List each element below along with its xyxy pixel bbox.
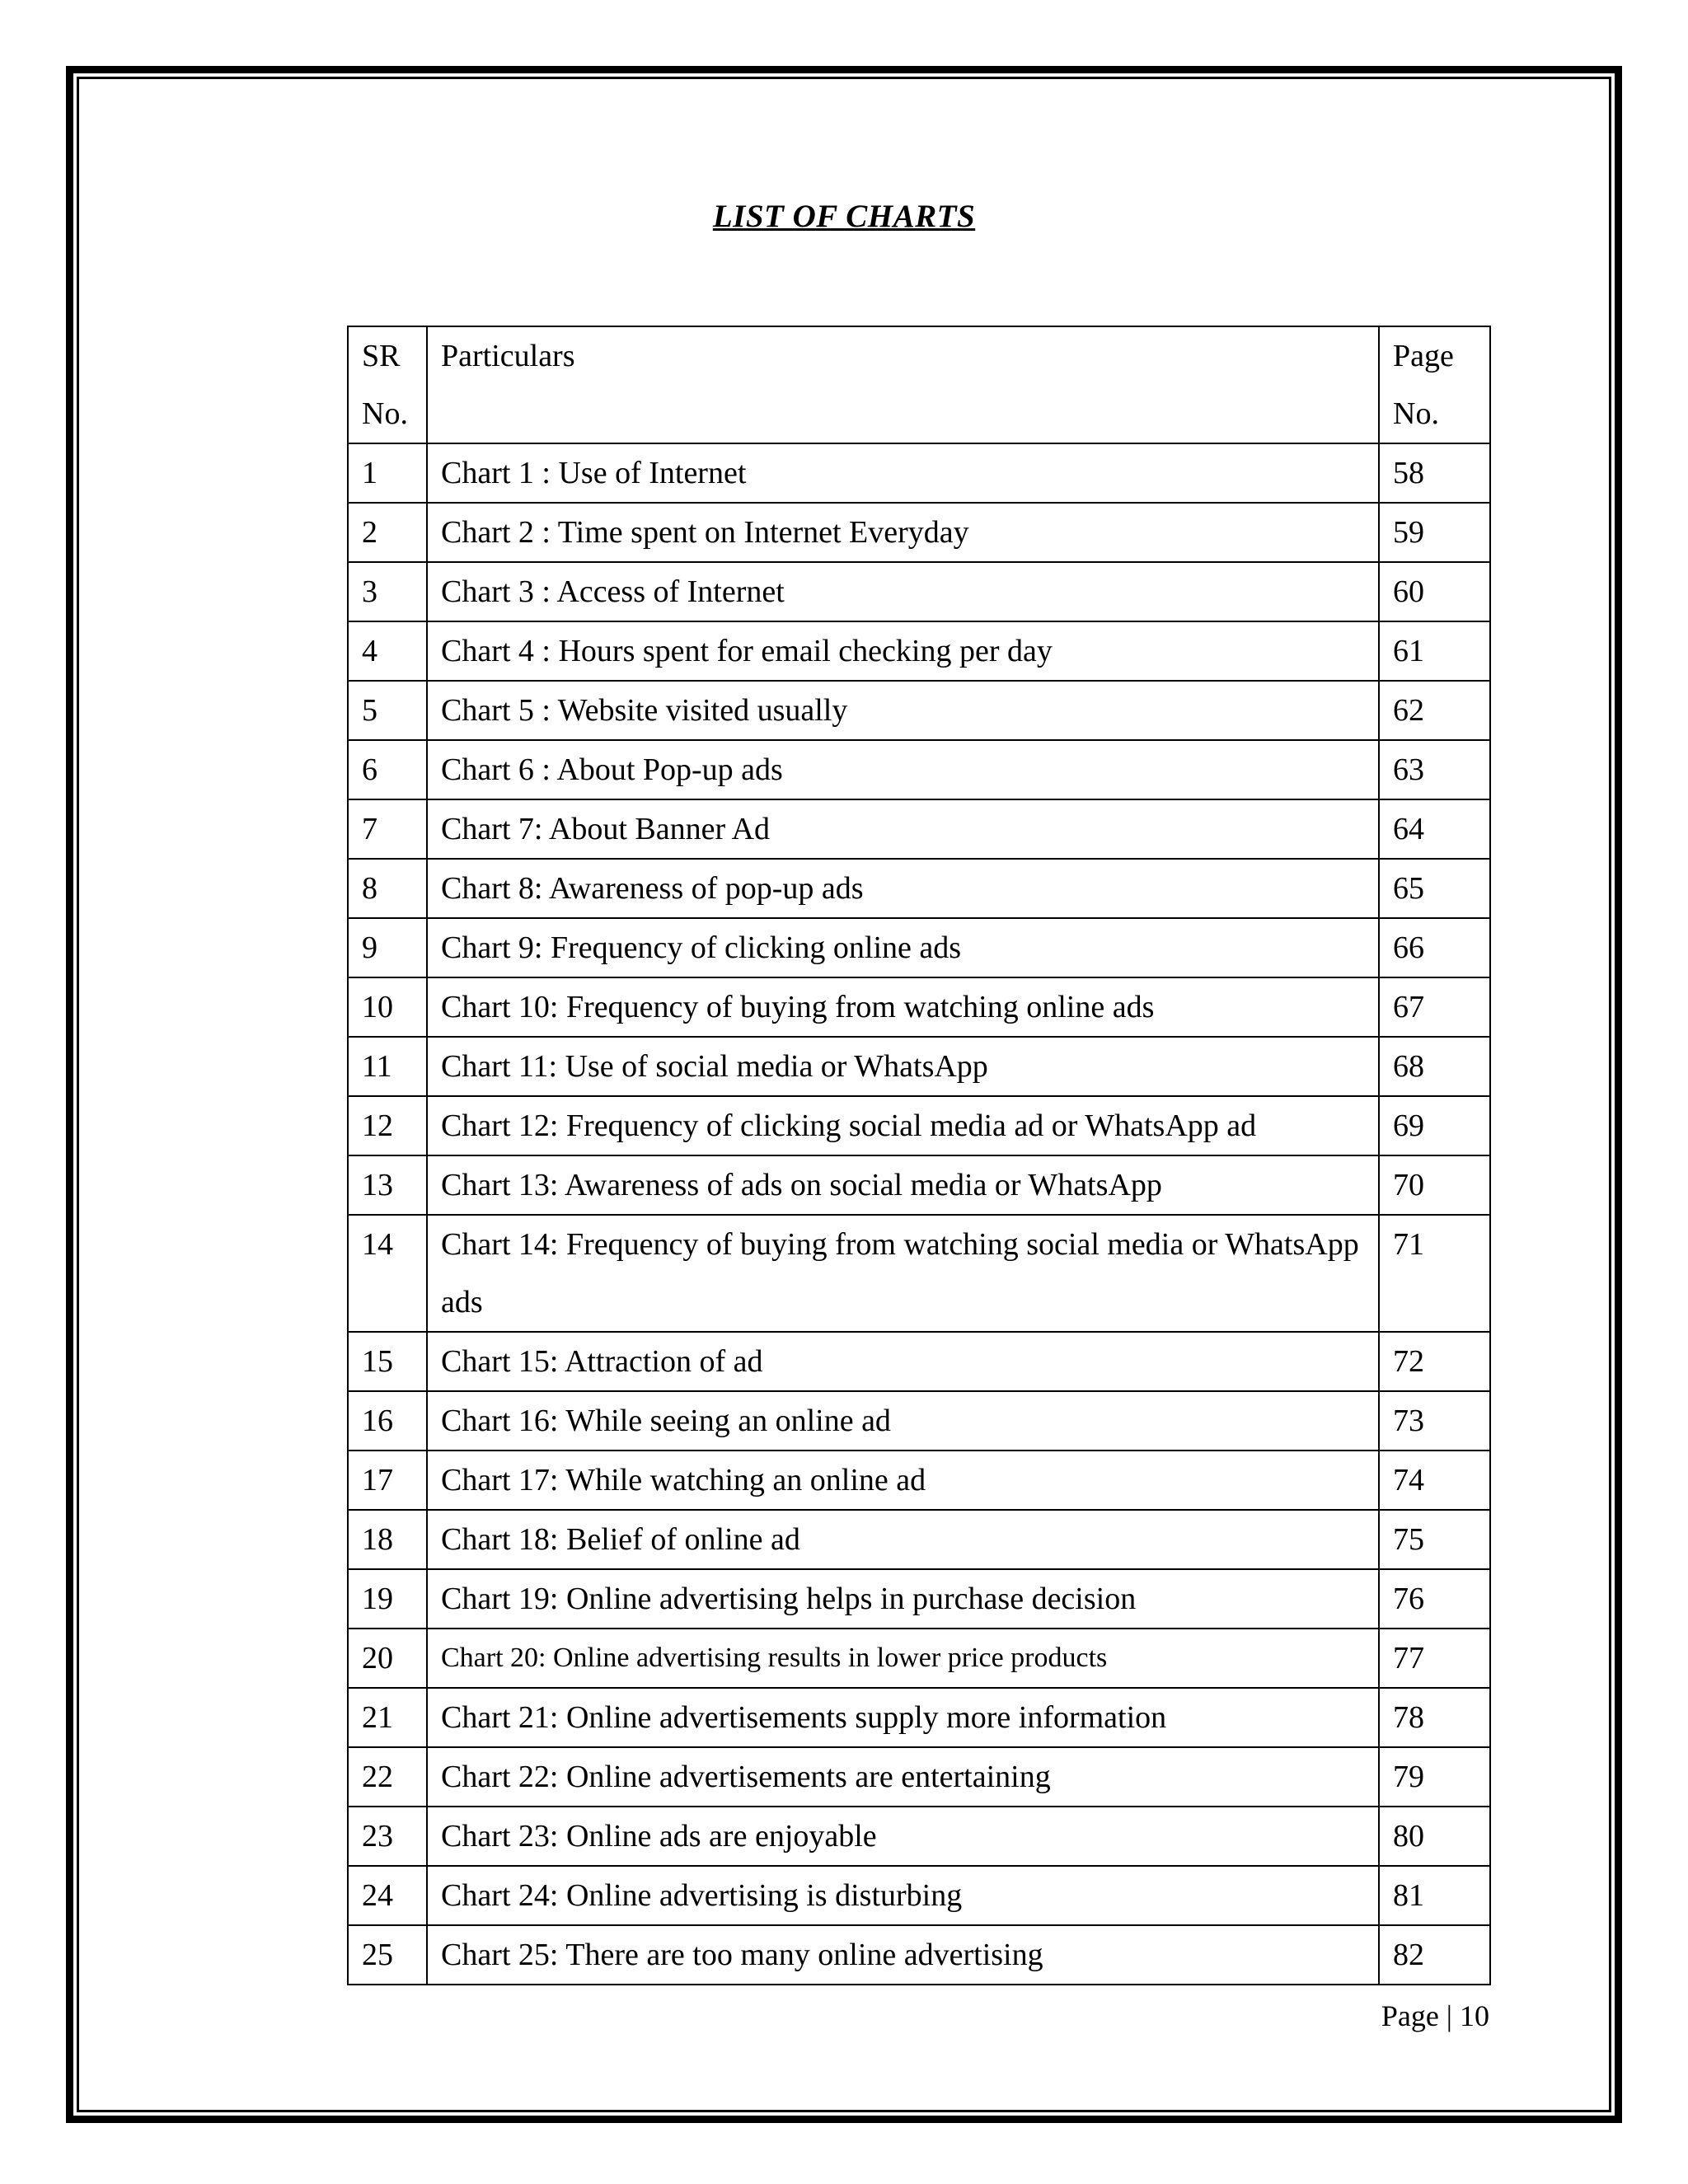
row-sr-no: 20 xyxy=(348,1629,427,1688)
row-sr-no: 2 xyxy=(348,503,427,562)
table-row xyxy=(348,503,1490,562)
row-particulars: Chart 5 : Website visited usually xyxy=(427,681,1379,740)
row-particulars: Chart 18: Belief of online ad xyxy=(427,1510,1379,1569)
row-sr-no: 22 xyxy=(348,1747,427,1807)
table-row xyxy=(348,1807,1490,1866)
row-sr-no: 19 xyxy=(348,1569,427,1629)
row-page-no: 64 xyxy=(1379,799,1490,859)
table-row xyxy=(348,621,1490,681)
table-row xyxy=(348,681,1490,740)
row-page-no: 77 xyxy=(1379,1629,1490,1688)
row-page-no: 82 xyxy=(1379,1925,1490,1985)
row-sr-no: 5 xyxy=(348,681,427,740)
table-row xyxy=(348,1925,1490,1985)
table-row xyxy=(348,1096,1490,1155)
row-sr-no: 18 xyxy=(348,1510,427,1569)
row-page-no: 71 xyxy=(1379,1215,1490,1332)
row-particulars: Chart 24: Online advertising is disturbing xyxy=(427,1866,1379,1925)
row-sr-no: 12 xyxy=(348,1096,427,1155)
table-row xyxy=(348,1332,1490,1391)
row-page-no: 67 xyxy=(1379,977,1490,1037)
row-page-no: 60 xyxy=(1379,562,1490,621)
row-page-no: 63 xyxy=(1379,740,1490,799)
row-sr-no: 23 xyxy=(348,1807,427,1866)
row-particulars: Chart 2 : Time spent on Internet Everyday xyxy=(427,503,1379,562)
row-particulars: Chart 25: There are too many online advertising xyxy=(427,1925,1379,1985)
row-page-no: 81 xyxy=(1379,1866,1490,1925)
row-sr-no: 1 xyxy=(348,443,427,503)
row-particulars: Chart 3 : Access of Internet xyxy=(427,562,1379,621)
row-page-no: 66 xyxy=(1379,918,1490,977)
row-particulars: Chart 6 : About Pop-up ads xyxy=(427,740,1379,799)
row-page-no: 58 xyxy=(1379,443,1490,503)
row-sr-no: 16 xyxy=(348,1391,427,1451)
table-row xyxy=(348,1747,1490,1807)
table-row xyxy=(348,918,1490,977)
row-particulars: Chart 9: Frequency of clicking online ads xyxy=(427,918,1379,977)
row-page-no: 68 xyxy=(1379,1037,1490,1096)
table-row xyxy=(348,1037,1490,1096)
row-particulars: Chart 21: Online advertisements supply more information xyxy=(427,1688,1379,1747)
row-page-no: 78 xyxy=(1379,1688,1490,1747)
row-particulars: Chart 1 : Use of Internet xyxy=(427,443,1379,503)
row-page-no: 72 xyxy=(1379,1332,1490,1391)
row-sr-no: 7 xyxy=(348,799,427,859)
row-sr-no: 3 xyxy=(348,562,427,621)
row-page-no: 62 xyxy=(1379,681,1490,740)
row-page-no: 75 xyxy=(1379,1510,1490,1569)
row-particulars: Chart 12: Frequency of clicking social media ad or WhatsApp ad xyxy=(427,1096,1379,1155)
row-page-no: 69 xyxy=(1379,1096,1490,1155)
row-particulars: Chart 22: Online advertisements are entertaining xyxy=(427,1747,1379,1807)
row-particulars: Chart 19: Online advertising helps in purchase decision xyxy=(427,1569,1379,1629)
header-particulars: Particulars xyxy=(427,326,1379,443)
row-page-no: 65 xyxy=(1379,859,1490,918)
table-row xyxy=(348,1866,1490,1925)
header-sr-no: SR No. xyxy=(348,326,427,443)
row-sr-no: 24 xyxy=(348,1866,427,1925)
table-row xyxy=(348,1391,1490,1451)
row-page-no: 61 xyxy=(1379,621,1490,681)
row-page-no: 79 xyxy=(1379,1747,1490,1807)
row-particulars: Chart 7: About Banner Ad xyxy=(427,799,1379,859)
page-number: Page | 10 xyxy=(1381,1999,1489,2032)
table-row xyxy=(348,562,1490,621)
header-page-no: Page No. xyxy=(1379,326,1490,443)
list-of-charts-table xyxy=(347,326,1491,1985)
row-page-no: 59 xyxy=(1379,503,1490,562)
row-sr-no: 10 xyxy=(348,977,427,1037)
table-row xyxy=(348,1451,1490,1510)
table-row xyxy=(348,1569,1490,1629)
table-row xyxy=(348,1215,1490,1332)
row-particulars: Chart 4 : Hours spent for email checking per day xyxy=(427,621,1379,681)
table-row xyxy=(348,859,1490,918)
row-sr-no: 17 xyxy=(348,1451,427,1510)
row-particulars: Chart 10: Frequency of buying from watching online ads xyxy=(427,977,1379,1037)
row-sr-no: 8 xyxy=(348,859,427,918)
row-particulars: Chart 16: While seeing an online ad xyxy=(427,1391,1379,1451)
row-particulars: Chart 14: Frequency of buying from watching social media or WhatsApp ads xyxy=(427,1215,1379,1332)
row-particulars: Chart 17: While watching an online ad xyxy=(427,1451,1379,1510)
table-row xyxy=(348,977,1490,1037)
row-particulars: Chart 23: Online ads are enjoyable xyxy=(427,1807,1379,1866)
row-sr-no: 25 xyxy=(348,1925,427,1985)
table-row xyxy=(348,1629,1490,1688)
table-row xyxy=(348,443,1490,503)
row-page-no: 76 xyxy=(1379,1569,1490,1629)
table-row xyxy=(348,1510,1490,1569)
table-row xyxy=(348,1688,1490,1747)
row-particulars: Chart 8: Awareness of pop-up ads xyxy=(427,859,1379,918)
row-sr-no: 13 xyxy=(348,1155,427,1215)
row-sr-no: 21 xyxy=(348,1688,427,1747)
row-sr-no: 14 xyxy=(348,1215,427,1332)
row-sr-no: 4 xyxy=(348,621,427,681)
row-sr-no: 6 xyxy=(348,740,427,799)
row-sr-no: 9 xyxy=(348,918,427,977)
row-page-no: 80 xyxy=(1379,1807,1490,1866)
row-page-no: 70 xyxy=(1379,1155,1490,1215)
row-particulars: Chart 11: Use of social media or WhatsApp xyxy=(427,1037,1379,1096)
row-sr-no: 15 xyxy=(348,1332,427,1391)
row-page-no: 73 xyxy=(1379,1391,1490,1451)
row-sr-no: 11 xyxy=(348,1037,427,1096)
table-row xyxy=(348,799,1490,859)
row-particulars: Chart 20: Online advertising results in lower price products xyxy=(427,1629,1379,1688)
table-header-row xyxy=(348,326,1490,443)
row-particulars: Chart 13: Awareness of ads on social media or WhatsApp xyxy=(427,1155,1379,1215)
table-row xyxy=(348,740,1490,799)
table-row xyxy=(348,1155,1490,1215)
row-page-no: 74 xyxy=(1379,1451,1490,1510)
row-particulars: Chart 15: Attraction of ad xyxy=(427,1332,1379,1391)
page-title: LIST OF CHARTS xyxy=(712,199,976,234)
